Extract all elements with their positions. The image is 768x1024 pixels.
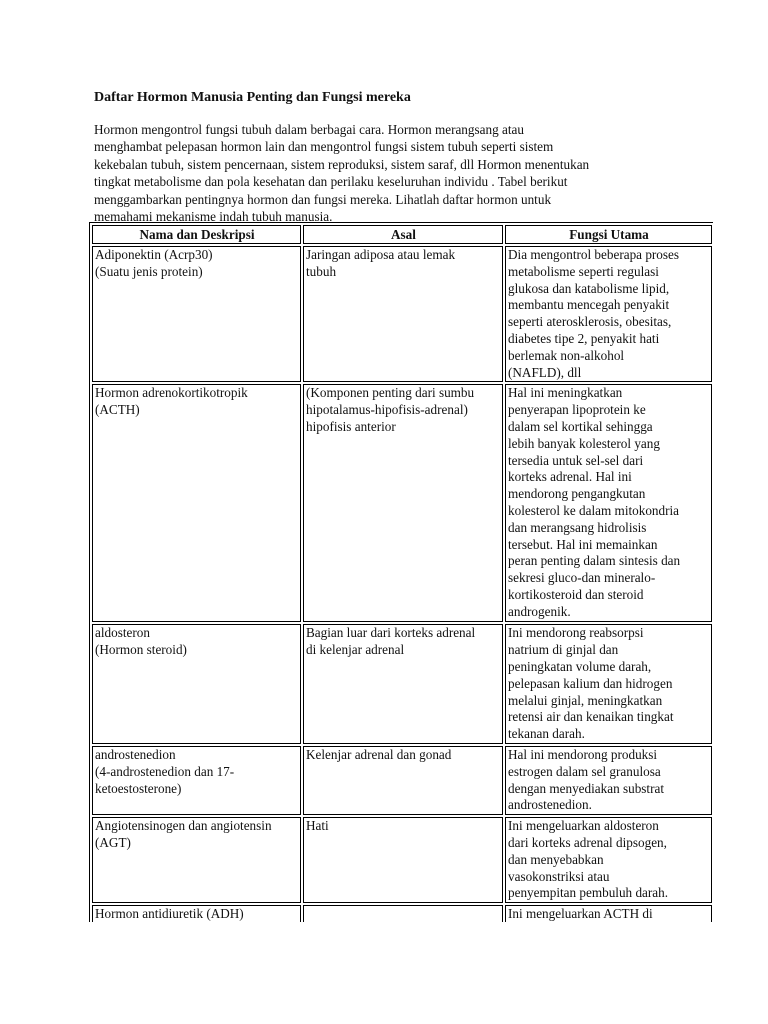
table-row	[92, 746, 712, 815]
hormone-table	[89, 222, 713, 922]
cell-name: aldosteron (Hormon steroid)	[92, 624, 301, 744]
cell-name: Angiotensinogen dan angiotensin (AGT)	[92, 817, 301, 903]
cell-name: Hormon antidiuretik (ADH)	[92, 905, 301, 922]
cell-function: Ini mengeluarkan aldosteron dari korteks adrenal dipsogen, dan menyebabkan vasokonstriksi atau penyempitan pembuluh darah.	[505, 817, 712, 903]
hormone-table-container	[89, 222, 713, 922]
cell-function: Ini mendorong reabsorpsi natrium di ginjal dan peningkatan volume darah, pelepasan kalium dan hidrogen melalui ginjal, meningkatkan retensi air dan kenaikan tingkat tekanan darah.	[505, 624, 712, 744]
cell-origin: Hati	[303, 817, 503, 903]
cell-origin: Bagian luar dari korteks adrenal di kelenjar adrenal	[303, 624, 503, 744]
cell-name: Adiponektin (Acrp30) (Suatu jenis protein)	[92, 246, 301, 382]
cell-origin	[303, 905, 503, 922]
cell-origin: Jaringan adiposa atau lemak tubuh	[303, 246, 503, 382]
document-title: Daftar Hormon Manusia Penting dan Fungsi mereka	[94, 90, 411, 105]
column-header-name: Nama dan Deskripsi	[92, 225, 301, 244]
cell-function: Hal ini meningkatkan penyerapan lipoprotein ke dalam sel kortikal sehingga lebih banyak kolesterol yang tersedia untuk sel-sel dari korteks adrenal. Hal ini mendorong pengangkutan kolesterol ke dalam mitokondria dan merangsang hidrolisis tersebut. Hal ini memainkan peran penting dalam sintesis dan sekresi gluco-dan mineralo- kortikosteroid dan steroid androgenik.	[505, 384, 712, 622]
table-row	[92, 384, 712, 622]
intro-paragraph: Hormon mengontrol fungsi tubuh dalam berbagai cara. Hormon merangsang atau menghambat pelepasan hormon lain dan mengontrol fungsi sistem tubuh seperti sistem kekebalan tubuh, sistem pencernaan, sistem reproduksi, sistem saraf, dll Hormon menentukan tingkat metabolisme dan pola kesehatan dan perilaku keseluruhan individu . Tabel berikut menggambarkan pentingnya hormon dan fungsi mereka. Lihatlah daftar hormon untuk memahami mekanisme indah tubuh manusia.	[94, 122, 590, 225]
column-header-origin: Asal	[303, 225, 503, 244]
cell-function: Hal ini mendorong produksi estrogen dalam sel granulosa dengan menyediakan substrat androstenedion.	[505, 746, 712, 815]
table-header-row	[92, 225, 712, 244]
table-row	[92, 817, 712, 903]
table-row	[92, 246, 712, 382]
cell-origin: (Komponen penting dari sumbu hipotalamus-hipofisis-adrenal) hipofisis anterior	[303, 384, 503, 622]
cell-function: Dia mengontrol beberapa proses metabolisme seperti regulasi glukosa dan katabolisme lipid, membantu mencegah penyakit seperti aterosklerosis, obesitas, diabetes tipe 2, penyakit hati berlemak non-alkohol (NAFLD), dll	[505, 246, 712, 382]
column-header-function: Fungsi Utama	[505, 225, 712, 244]
cell-origin: Kelenjar adrenal dan gonad	[303, 746, 503, 815]
cell-function: Ini mengeluarkan ACTH di	[505, 905, 712, 922]
cell-name: androstenedion (4-androstenedion dan 17- ketoestosterone)	[92, 746, 301, 815]
table-row	[92, 624, 712, 744]
cell-name: Hormon adrenokortikotropik (ACTH)	[92, 384, 301, 622]
table-row	[92, 905, 712, 922]
